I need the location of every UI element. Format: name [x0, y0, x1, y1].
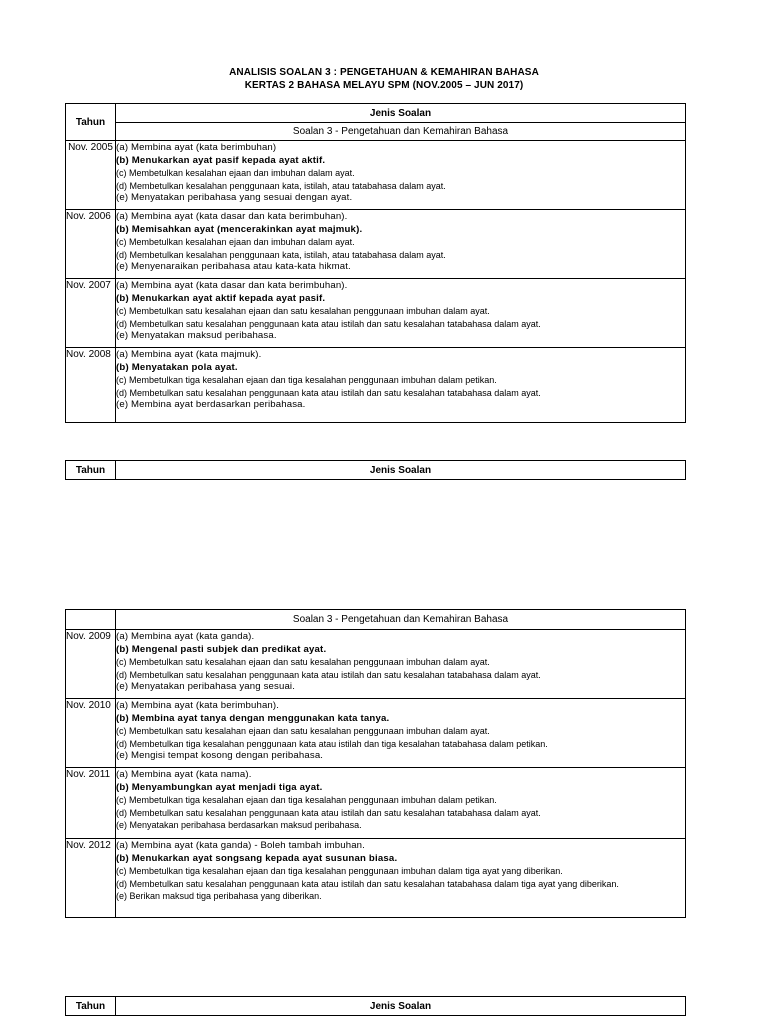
list-item: (a) Membina ayat (kata berimbuhan). — [116, 699, 280, 711]
row-year: Nov. 2011 — [66, 767, 116, 838]
list-item: (e) Menyenaraikan peribahasa atau kata-kata hikmat. — [116, 261, 351, 273]
list-item: (c) Membetulkan tiga kesalahan ejaan dan tiga kesalahan penggunaan imbuhan dalam petikan. — [116, 795, 497, 806]
list-item: (b) Mengenal pasti subjek dan predikat ayat. — [116, 643, 327, 655]
list-item: (c) Membetulkan satu kesalahan ejaan dan satu kesalahan penggunaan imbuhan dalam ayat. — [116, 306, 490, 317]
table-row — [66, 767, 686, 838]
list-item: (b) Menukarkan ayat songsang kepada ayat susunan biasa. — [116, 852, 398, 864]
list-item: (a) Membina ayat (kata ganda) - Boleh tambah imbuhan. — [116, 839, 365, 851]
list-item: (d) Membetulkan kesalahan penggunaan kata, istilah, atau tatabahasa dalam ayat. — [116, 180, 446, 191]
table-row — [66, 278, 686, 347]
table-row — [66, 141, 686, 210]
header-empty-cell — [66, 610, 116, 630]
list-item: (c) Membetulkan satu kesalahan ejaan dan satu kesalahan penggunaan imbuhan dalam ayat. — [116, 726, 490, 737]
row-year: Nov. 2012 — [66, 838, 116, 917]
row-year: Nov. 2008 — [66, 347, 116, 422]
analysis-table-1 — [65, 103, 686, 423]
row-year: Nov. 2005 — [66, 141, 116, 210]
header-tahun: Tahun — [66, 104, 116, 141]
header-tahun: Tahun — [66, 461, 116, 480]
header-soalan-3: Soalan 3 - Pengetahuan dan Kemahiran Bahasa — [116, 610, 686, 630]
list-item: (d) Membetulkan satu kesalahan penggunaan kata atau istilah dan satu kesalahan tatabahasa dalam ayat. — [116, 318, 541, 329]
list-item: (a) Membina ayat (kata majmuk). — [116, 348, 262, 360]
table-row — [66, 209, 686, 278]
list-item: (e) Membina ayat berdasarkan peribahasa. — [116, 399, 306, 411]
header-tahun: Tahun — [66, 997, 116, 1016]
list-item: (e) Menyatakan peribahasa yang sesuai. — [116, 681, 296, 693]
table-row — [66, 630, 686, 699]
list-item: (d) Membetulkan satu kesalahan penggunaan kata atau istilah dan satu kesalahan tatabahasa dalam ayat. — [116, 387, 541, 398]
list-item: (e) Mengisi tempat kosong dengan peribahasa. — [116, 750, 324, 762]
list-item: (b) Membina ayat tanya dengan menggunakan kata tanya. — [116, 712, 390, 724]
table-row — [66, 698, 686, 767]
analysis-table-4 — [65, 996, 686, 1016]
row-year: Nov. 2010 — [66, 698, 116, 767]
table-row — [66, 838, 686, 917]
list-item: (a) Membina ayat (kata berimbuhan) — [116, 142, 277, 153]
list-item: (b) Menukarkan ayat aktif kepada ayat pasif. — [116, 292, 326, 304]
header-soalan-3: Soalan 3 - Pengetahuan dan Kemahiran Bahasa — [116, 123, 686, 141]
doc-title-line2: KERTAS 2 BAHASA MELAYU SPM (NOV.2005 – JUN 2017) — [244, 80, 524, 91]
list-item: (b) Menyambungkan ayat menjadi tiga ayat. — [116, 781, 323, 793]
list-item: (e) Berikan maksud tiga peribahasa yang diberikan. — [116, 891, 322, 902]
list-item: (c) Membetulkan satu kesalahan ejaan dan satu kesalahan penggunaan imbuhan dalam ayat. — [116, 657, 490, 668]
list-item: (a) Membina ayat (kata ganda). — [116, 631, 255, 642]
list-item: (b) Menukarkan ayat pasif kepada ayat aktif. — [116, 154, 326, 166]
list-item: (e) Menyatakan peribahasa yang sesuai dengan ayat. — [116, 192, 353, 204]
analysis-table-2 — [65, 460, 686, 480]
header-jenis-soalan: Jenis Soalan — [116, 461, 686, 480]
list-item: (c) Membetulkan kesalahan ejaan dan imbuhan dalam ayat. — [116, 168, 355, 179]
header-jenis-soalan: Jenis Soalan — [116, 997, 686, 1016]
list-item: (e) Menyatakan peribahasa berdasarkan maksud peribahasa. — [116, 820, 362, 831]
list-item: (a) Membina ayat (kata dasar dan kata berimbuhan). — [116, 210, 348, 222]
row-year: Nov. 2006 — [66, 209, 116, 278]
row-year: Nov. 2007 — [66, 278, 116, 347]
list-item: (a) Membina ayat (kata nama). — [116, 768, 252, 780]
list-item: (b) Menyatakan pola ayat. — [116, 361, 238, 373]
list-item: (d) Membetulkan kesalahan penggunaan kata, istilah, atau tatabahasa dalam ayat. — [116, 249, 446, 260]
list-item: (d) Membetulkan satu kesalahan penggunaan kata atau istilah dan satu kesalahan tatabahasa dalam tiga ayat yang diberikan. — [116, 878, 619, 889]
list-item: (e) Menyatakan maksud peribahasa. — [116, 330, 277, 342]
list-item: (d) Membetulkan satu kesalahan penggunaan kata atau istilah dan satu kesalahan tatabahasa dalam ayat. — [116, 807, 541, 818]
list-item: (b) Memisahkan ayat (mencerakinkan ayat majmuk). — [116, 223, 363, 235]
row-year: Nov. 2009 — [66, 630, 116, 699]
list-item: (c) Membetulkan tiga kesalahan ejaan dan tiga kesalahan penggunaan imbuhan dalam tiga ayat yang diberikan. — [116, 866, 563, 877]
analysis-table-3 — [65, 609, 686, 918]
list-item: (a) Membina ayat (kata dasar dan kata berimbuhan). — [116, 279, 348, 291]
header-jenis-soalan: Jenis Soalan — [116, 104, 686, 123]
list-item: (d) Membetulkan tiga kesalahan penggunaan kata atau istilah dan tiga kesalahan tatabahasa dalam petikan. — [116, 738, 548, 749]
list-item: (c) Membetulkan kesalahan ejaan dan imbuhan dalam ayat. — [116, 237, 355, 248]
list-item: (d) Membetulkan satu kesalahan penggunaan kata atau istilah dan satu kesalahan tatabahasa dalam ayat. — [116, 669, 541, 680]
list-item: (c) Membetulkan tiga kesalahan ejaan dan tiga kesalahan penggunaan imbuhan dalam petikan. — [116, 375, 497, 386]
doc-title-line1: ANALISIS SOALAN 3 : PENGETAHUAN & KEMAHIRAN BAHASA — [229, 67, 539, 78]
table-row — [66, 347, 686, 422]
